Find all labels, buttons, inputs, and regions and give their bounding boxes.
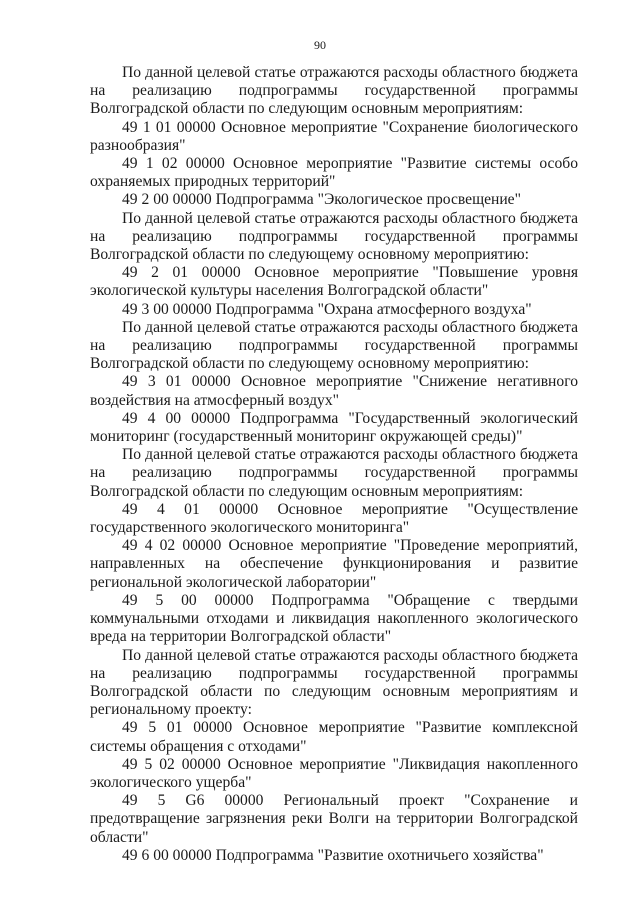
paragraph: По данной целевой статье отражаются расходы областного бюджета на реализацию подпрограммы государственной программы Волгоградской области по следующему основному мероприятию:	[90, 209, 578, 264]
paragraph: 49 5 01 00000 Основное мероприятие "Развитие комплексной системы обращения с отходами"	[90, 719, 578, 755]
page-number: 90	[314, 38, 326, 52]
paragraph: 49 3 01 00000 Основное мероприятие "Снижение негативного воздействия на атмосферный воздух"	[90, 373, 578, 409]
paragraph: 49 5 G6 00000 Региональный проект "Сохранение и предотвращение загрязнения реки Волги на территории Волгоградской области"	[90, 792, 578, 846]
paragraph: 49 5 02 00000 Основное мероприятие "Ликвидация накопленного экологического ущерба"	[90, 755, 578, 791]
paragraph: По данной целевой статье отражаются расходы областного бюджета на реализацию подпрограммы государственной программы Волгоградской области по следующим основным мероприятиям:	[90, 64, 578, 118]
paragraph: 49 4 01 00000 Основное мероприятие "Осуществление государственного экологического мониторинга"	[90, 500, 578, 537]
paragraph: 49 6 00 00000 Подпрограмма "Развитие охотничьего хозяйства"	[122, 846, 544, 864]
document-body	[90, 64, 578, 865]
paragraph: 49 4 02 00000 Основное мероприятие "Проведение мероприятий, направленных на обеспечение функционирования и развитие региональной экологической лаборатории"	[90, 537, 578, 591]
paragraph: По данной целевой статье отражаются расходы областного бюджета на реализацию подпрограммы государственной программы Волгоградской области по следующим основным мероприятиям и региональному проекту:	[90, 646, 578, 719]
paragraph: 49 5 00 00000 Подпрограмма "Обращение с твердыми коммунальными отходами и ликвидация накопленного экологического вреда на территории Волгоградской области"	[90, 591, 578, 646]
paragraph: 49 2 00 00000 Подпрограмма "Экологическое просвещение"	[122, 191, 521, 209]
paragraph: 49 2 01 00000 Основное мероприятие "Повышение уровня экологической культуры населения Волгоградской области"	[90, 264, 578, 300]
paragraph: 49 4 00 00000 Подпрограмма "Государственный экологический мониторинг (государственный мониторинг окружающей среды)"	[90, 409, 578, 446]
paragraph: По данной целевой статье отражаются расходы областного бюджета на реализацию подпрограммы государственной программы Волгоградской области по следующему основному мероприятию:	[90, 318, 578, 373]
paragraph: 49 3 00 00000 Подпрограмма "Охрана атмосферного воздуха"	[122, 300, 532, 318]
paragraph: 49 1 02 00000 Основное мероприятие "Развитие системы особо охраняемых природных территорий"	[90, 155, 578, 191]
paragraph: 49 1 01 00000 Основное мероприятие "Сохранение биологического разнообразия"	[90, 118, 578, 154]
paragraph: По данной целевой статье отражаются расходы областного бюджета на реализацию подпрограммы государственной программы Волгоградской области по следующим основным мероприятиям:	[90, 446, 578, 500]
